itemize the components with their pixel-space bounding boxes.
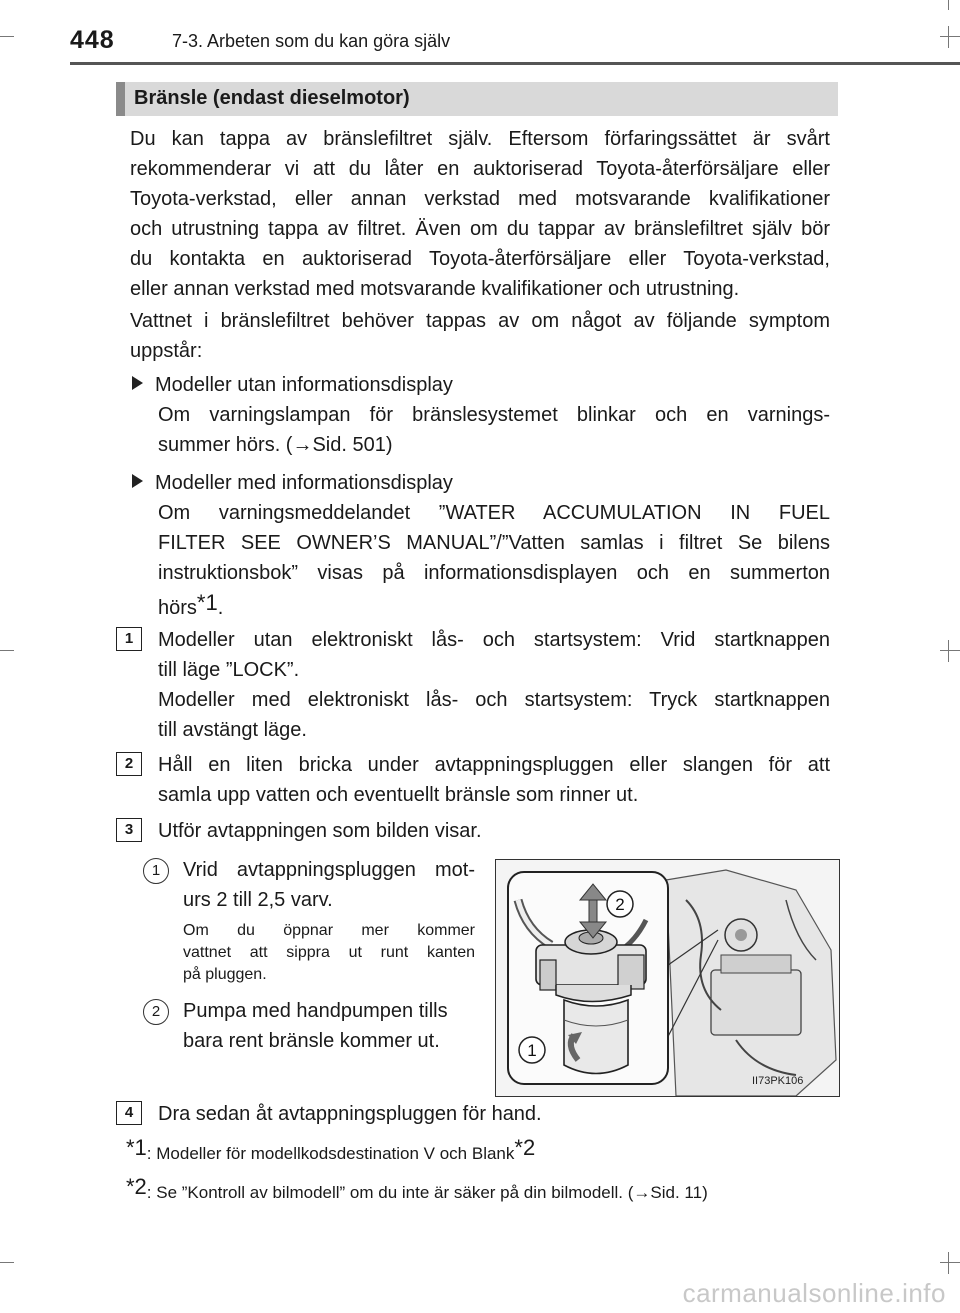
bullet-item bbox=[132, 468, 832, 498]
note-line: Om du öppnar mer kommer bbox=[183, 922, 475, 939]
step-line: Håll en liten bricka under avtappningspluggen eller slangen för att bbox=[158, 754, 830, 776]
note-line: vattnet att sippra ut runt kanten bbox=[183, 944, 475, 961]
step-line: samla upp vatten och eventuellt bränsle som rinner ut. bbox=[158, 784, 639, 806]
note-line: på pluggen. bbox=[183, 966, 267, 983]
intro-paragraph bbox=[130, 124, 830, 304]
substep-number-badge: 2 bbox=[143, 999, 169, 1025]
bullet-last-end: . bbox=[217, 597, 224, 619]
step-text bbox=[158, 625, 830, 745]
bullet-line: FILTER SEE OWNER’S MANUAL”/”Vatten samlas i filtret Se bilens bbox=[158, 532, 830, 554]
substep-text bbox=[183, 855, 475, 915]
bullet-body bbox=[158, 498, 830, 623]
bullet-line bbox=[158, 588, 830, 623]
page-number: 448 bbox=[70, 26, 115, 54]
footnote-ref: *2 bbox=[514, 1135, 536, 1160]
step-line: Dra sedan åt avtappningspluggen för hand. bbox=[158, 1103, 542, 1125]
step-number-badge: 2 bbox=[116, 752, 142, 776]
footnote-ref: *1 bbox=[196, 590, 218, 615]
header-rule bbox=[70, 62, 960, 65]
symptom-paragraph bbox=[130, 306, 830, 366]
step-line: Utför avtappningen som bilden visar. bbox=[158, 820, 482, 842]
substep-line: bara rent bränsle kommer ut. bbox=[183, 1030, 440, 1052]
footnote bbox=[126, 1175, 708, 1205]
substep-line: urs 2 till 2,5 varv. bbox=[183, 889, 333, 911]
crop-mark bbox=[940, 36, 960, 37]
intro-line: Toyota-verkstad, eller annan verkstad med motsvarande kvalifikationer bbox=[130, 188, 830, 210]
bullet-body bbox=[158, 400, 830, 460]
substep-number-badge: 1 bbox=[143, 858, 169, 884]
section-title-bar bbox=[116, 82, 838, 116]
step-number-badge: 4 bbox=[116, 1101, 142, 1125]
watermark: carmanualsonline.info bbox=[682, 1278, 946, 1308]
crop-mark bbox=[948, 1252, 949, 1274]
symptom-line: uppstår: bbox=[130, 340, 203, 362]
footnote-text: : Modeller för modellkodsdestination V och Blank bbox=[146, 1144, 515, 1163]
crop-mark bbox=[940, 1262, 960, 1263]
bullet-last-text: hörs bbox=[158, 597, 197, 619]
step-number-badge: 3 bbox=[116, 818, 142, 842]
substep-note bbox=[183, 920, 475, 986]
footnote-text: : Se ”Kontroll av bilmodell” om du inte är säker på din bilmodell. (→Sid. 11) bbox=[146, 1183, 708, 1202]
section-title: Bränsle (endast dieselmotor) bbox=[134, 87, 410, 109]
crop-mark bbox=[948, 0, 949, 10]
image-code: II73PK106 bbox=[752, 1075, 804, 1087]
footnote-mark: *1 bbox=[126, 1135, 147, 1160]
triangle-bullet-icon bbox=[132, 376, 143, 390]
illustration-label-1: 1 bbox=[527, 1041, 537, 1060]
step-text bbox=[158, 1099, 830, 1129]
bullet-line: Om varningslampan för bränslesystemet blinkar och en varnings- bbox=[158, 404, 830, 426]
intro-line: eller annan verkstad med motsvarande kvalifikationer och utrustning. bbox=[130, 278, 740, 300]
illustration-label-2: 2 bbox=[615, 895, 625, 914]
step-line: till avstängt läge. bbox=[158, 719, 307, 741]
symptom-line: Vattnet i bränslefiltret behöver tappas av om något av följande symptom bbox=[130, 310, 830, 332]
step-number-badge: 1 bbox=[116, 627, 142, 651]
crop-mark bbox=[0, 1262, 14, 1263]
step-line: Modeller med elektroniskt lås- och startsystem: Tryck startknappen bbox=[158, 689, 830, 711]
step-text bbox=[158, 750, 830, 810]
crop-mark bbox=[0, 650, 14, 651]
fuel-filter-illustration bbox=[495, 859, 840, 1097]
intro-line: rekommenderar vi att du låter en auktoriserad Toyota-återförsäljare eller bbox=[130, 158, 830, 180]
triangle-bullet-icon bbox=[132, 474, 143, 488]
fuel-filter-drawing bbox=[496, 860, 839, 1096]
bullet-line: instruktionsbok” visas på informationsdisplayen och en summerton bbox=[158, 562, 830, 584]
step-text bbox=[158, 816, 830, 846]
bullet-line: Om varningsmeddelandet ”WATER ACCUMULATION IN FUEL bbox=[158, 502, 830, 524]
step-line: Modeller utan elektroniskt lås- och startsystem: Vrid startknappen bbox=[158, 629, 830, 651]
bullet-item bbox=[132, 370, 832, 400]
crop-mark bbox=[940, 650, 960, 651]
section-accent bbox=[116, 82, 125, 116]
intro-line: du kontakta en auktoriserad Toyota-återförsäljare eller Toyota-verkstad, bbox=[130, 248, 830, 270]
bullet-line: summer hörs. (→Sid. 501) bbox=[158, 434, 393, 456]
substep-text bbox=[183, 996, 475, 1056]
crop-mark bbox=[948, 26, 949, 48]
crop-mark bbox=[0, 36, 14, 37]
crop-mark bbox=[948, 640, 949, 662]
bullet-heading: Modeller utan informationsdisplay bbox=[155, 374, 453, 396]
substep-line: Vrid avtappningspluggen mot- bbox=[183, 859, 475, 881]
intro-line: Du kan tappa av bränslefiltret själv. Eftersom förfaringssättet är svårt bbox=[130, 128, 830, 150]
intro-line: och utrustning tappa av filtret. Även om du tappar av bränslefiltret själv bör bbox=[130, 218, 830, 240]
chapter-title: 7-3. Arbeten som du kan göra själv bbox=[172, 31, 451, 51]
step-line: till läge ”LOCK”. bbox=[158, 659, 300, 681]
substep-line: Pumpa med handpumpen tills bbox=[183, 1000, 448, 1022]
bullet-heading: Modeller med informationsdisplay bbox=[155, 472, 453, 494]
footnote-mark: *2 bbox=[126, 1174, 147, 1199]
footnote bbox=[126, 1136, 535, 1166]
